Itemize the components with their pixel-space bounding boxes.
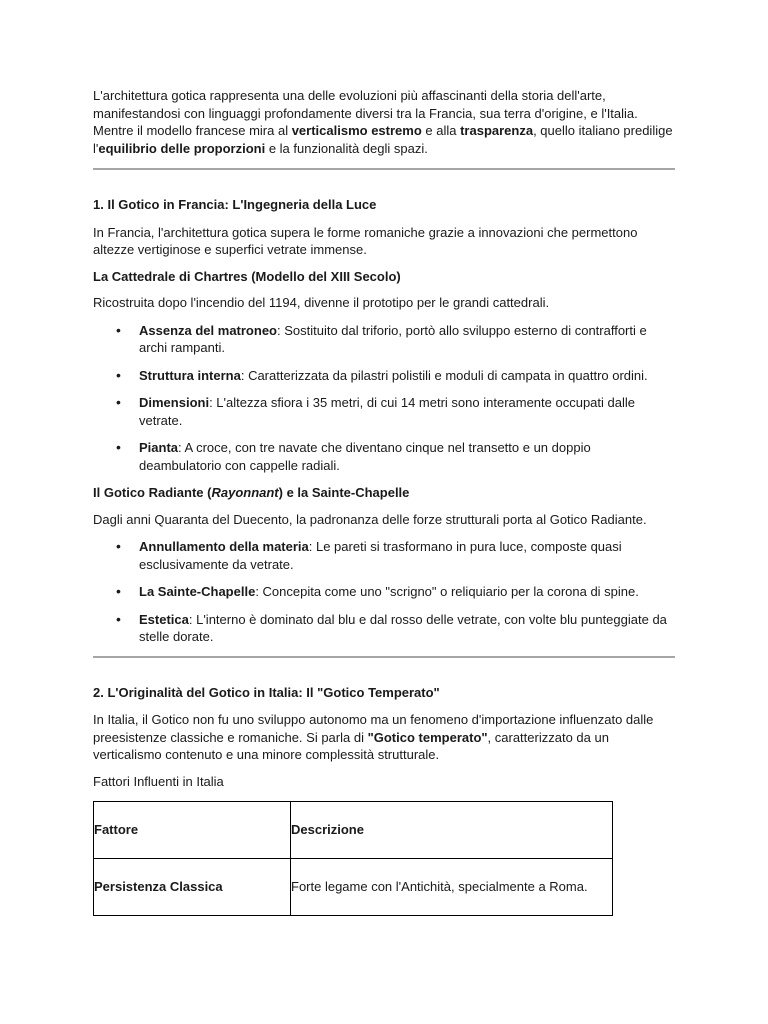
section1-paragraph: In Francia, l'architettura gotica supera le forme romaniche grazie a innovazioni che permettono altezze vertiginose e superfici vetrate immense. [93, 224, 638, 257]
section2-paragraph: In Italia, il Gotico non fu uno sviluppo autonomo ma un fenomeno d'importazione influenzato dalle preesistenze classiche e romaniche. Si parla di "Gotico temperato", caratterizzato da un verticalismo contenuto e una minore complessità strutturale. [93, 712, 654, 762]
list-item: • Dimensioni: L'altezza sfiora i 35 metri, di cui 14 metri sono interamente occupati dalle vetrate. [116, 394, 635, 428]
radiant-bullet-list [93, 538, 675, 646]
bullet-icon: • [116, 394, 121, 410]
factors-table [93, 801, 613, 916]
bullet-icon: • [116, 583, 121, 599]
radiant-heading: Il Gotico Radiante (Rayonnant) e la Sainte-Chapelle [93, 485, 410, 500]
intro-paragraph: L'architettura gotica rappresenta una delle evoluzioni più affascinanti della storia dell'arte, manifestandosi con linguaggi profondamente diversi tra la Francia, sua terra d'origine, e l'Italia. Mentre il modello francese mira al verticalismo estremo e alla trasparenza, quello italiano predilige l'equilibrio delle proporzioni e la funzionalità degli spazi. [93, 88, 673, 156]
section1-heading: 1. Il Gotico in Francia: L'Ingegneria della Luce [93, 197, 377, 212]
list-item: • La Sainte-Chapelle: Concepita come uno "scrigno" o reliquiario per la corona di spine. [116, 583, 639, 599]
table-header-row [94, 802, 613, 859]
chartres-bullet-list [93, 322, 675, 475]
intro-bold-trasparenza: trasparenza [460, 123, 534, 138]
list-item: • Annullamento della materia: Le pareti si trasformano in pura luce, composte quasi esclusivamente da vetrate. [116, 538, 622, 572]
document-content [93, 87, 675, 916]
bullet-icon: • [116, 538, 121, 554]
bullet-icon: • [116, 439, 121, 455]
chartres-paragraph: Ricostruita dopo l'incendio del 1194, divenne il prototipo per le grandi cattedrali. [93, 295, 550, 310]
chartres-heading: La Cattedrale di Chartres (Modello del XIII Secolo) [93, 268, 401, 284]
table-header-cell: Fattore [94, 802, 291, 859]
bullet-icon: • [116, 610, 121, 627]
table-title: Fattori Influenti in Italia [93, 773, 224, 789]
table-row [94, 859, 613, 916]
list-item: • Pianta: A croce, con tre navate che diventano cinque nel transetto e un doppio deambulatorio con cappelle radiali. [116, 439, 591, 473]
table-cell: Forte legame con l'Antichità, specialmente a Roma. [291, 859, 613, 916]
table-cell: Persistenza Classica [94, 859, 291, 916]
list-item: • Assenza del matroneo: Sostituito dal triforio, portò allo sviluppo esterno di contrafforti e archi rampanti. [116, 321, 647, 355]
radiant-paragraph: Dagli anni Quaranta del Duecento, la padronanza delle forze strutturali porta al Gotico Radiante. [93, 511, 647, 527]
section2-heading: 2. L'Originalità del Gotico in Italia: Il "Gotico Temperato" [93, 684, 440, 700]
bullet-icon: • [116, 321, 121, 338]
list-item: • Estetica: L'interno è dominato dal blu e dal rosso delle vetrate, con volte blu punteggiate da stelle dorate. [116, 610, 667, 644]
intro-bold-equilibrio: equilibrio delle proporzioni [98, 140, 266, 156]
section-divider [93, 656, 675, 658]
table-header-cell: Descrizione [291, 802, 613, 859]
bullet-icon: • [116, 366, 121, 383]
intro-bold-verticalismo: verticalismo estremo [291, 123, 422, 138]
list-item: • Struttura interna: Caratterizzata da pilastri polistili e moduli di campata in quattro ordini. [116, 366, 648, 383]
section-divider [93, 168, 675, 170]
